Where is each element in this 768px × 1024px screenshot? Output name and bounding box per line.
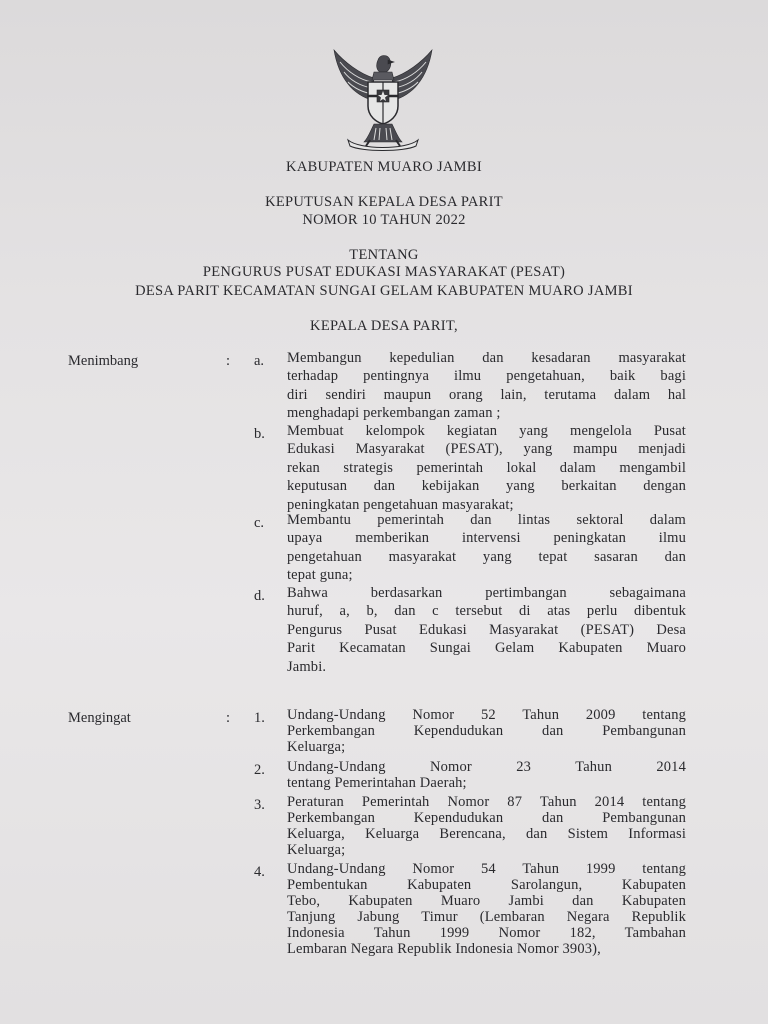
decree-title: KEPUTUSAN KEPALA DESA PARIT	[265, 194, 503, 210]
item-marker-c: c.	[254, 515, 265, 531]
text-line: Peraturan Pemerintah Nomor 87 Tahun 2014 tentang	[287, 794, 686, 810]
text-line: Lembaran Negara Republik Indonesia Nomor 3903),	[287, 941, 601, 957]
item-marker-a: a.	[254, 353, 265, 369]
text-line: terhadap pentingnya ilmu pengetahuan, baik bagi	[287, 368, 686, 385]
item-marker-1: 1.	[254, 710, 265, 726]
text-line: keputusan dan kebijakan yang berkaitan dengan	[287, 478, 686, 495]
text-line: pengetahuan masyarakat yang tepat sasaran dan	[287, 548, 686, 565]
text-line: diri sendiri maupun orang lain, terutama dalam hal	[287, 386, 686, 403]
text-line: Tebo, Kabupaten Muaro Jambi dan Kabupaten	[287, 893, 686, 909]
decree-number: NOMOR 10 TAHUN 2022	[302, 212, 466, 228]
text-line: Undang-Undang Nomor 52 Tahun 2009 tentang	[287, 707, 686, 723]
text-line: huruf, a, b, dan c tersebut di atas perlu dibentuk	[287, 603, 686, 620]
item-marker-2: 2.	[254, 762, 265, 778]
about-label: TENTANG	[349, 247, 419, 263]
item-marker-4: 4.	[254, 864, 265, 880]
mengingat-item-1	[287, 707, 686, 755]
subject-line-1: PENGURUS PUSAT EDUKASI MASYARAKAT (PESAT)	[202, 264, 566, 280]
mengingat-item-4	[287, 861, 686, 957]
text-line: Indonesia Tahun 1999 Nomor 182, Tambahan	[287, 925, 686, 941]
text-line: rekan strategis pemerintah lokal dalam mengambil	[287, 459, 686, 476]
text-line: Membantu pemerintah dan lintas sektoral dalam	[287, 512, 686, 528]
text-line: menghadapi perkembangan zaman ;	[287, 405, 501, 422]
text-line: Membuat kelompok kegiatan yang mengelola Pusat	[287, 423, 686, 439]
mengingat-item-3	[287, 794, 686, 858]
item-marker-3: 3.	[254, 797, 265, 813]
menimbang-colon: :	[226, 353, 231, 369]
menimbang-item-c	[287, 511, 686, 585]
mengingat-item-2	[287, 759, 686, 791]
text-line: tepat guna;	[287, 567, 353, 584]
text-line: Perkembangan Kependudukan dan Pembangunan	[287, 810, 686, 826]
text-line: Undang-Undang Nomor 54 Tahun 1999 tentang	[287, 861, 686, 877]
text-line: Bahwa berdasarkan pertimbangan sebagaimana	[287, 585, 686, 601]
mengingat-label: Mengingat	[68, 710, 131, 726]
text-line: Edukasi Masyarakat (PESAT), yang mampu menjadi	[287, 441, 686, 458]
mengingat-colon: :	[226, 710, 231, 726]
menimbang-label: Menimbang	[68, 353, 139, 369]
regency-title: KABUPATEN MUARO JAMBI	[286, 159, 482, 175]
garuda-emblem-icon	[330, 48, 436, 152]
text-line: Keluarga;	[287, 842, 346, 858]
text-line: upaya memberikan intervensi peningkatan ilmu	[287, 530, 686, 547]
item-marker-b: b.	[254, 426, 265, 442]
subject-line-2: DESA PARIT KECAMATAN SUNGAI GELAM KABUPATEN MUARO JAMBI	[135, 283, 633, 299]
text-line: Keluarga;	[287, 739, 346, 755]
text-line: peningkatan pengetahuan masyarakat;	[287, 496, 514, 513]
issuer-title: KEPALA DESA PARIT,	[310, 318, 458, 334]
item-marker-d: d.	[254, 588, 265, 604]
text-line: Undang-Undang Nomor 23 Tahun 2014	[287, 759, 686, 775]
text-line: Parit Kecamatan Sungai Gelam Kabupaten Muaro	[287, 640, 686, 657]
text-line: Perkembangan Kependudukan dan Pembangunan	[287, 723, 686, 739]
menimbang-item-d	[287, 584, 686, 676]
text-line: Tanjung Jabung Timur (Lembaran Negara Republik	[287, 909, 686, 925]
menimbang-item-b	[287, 422, 686, 514]
text-line: Membangun kepedulian dan kesadaran masyarakat	[287, 350, 686, 366]
text-line: Pembentukan Kabupaten Sarolangun, Kabupaten	[287, 877, 686, 893]
text-line: Keluarga, Keluarga Berencana, dan Sistem Informasi	[287, 826, 686, 842]
menimbang-item-a	[287, 349, 686, 423]
text-line: Pengurus Pusat Edukasi Masyarakat (PESAT) Desa	[287, 621, 686, 638]
text-line: Jambi.	[287, 658, 327, 675]
text-line: tentang Pemerintahan Daerah;	[287, 775, 467, 791]
